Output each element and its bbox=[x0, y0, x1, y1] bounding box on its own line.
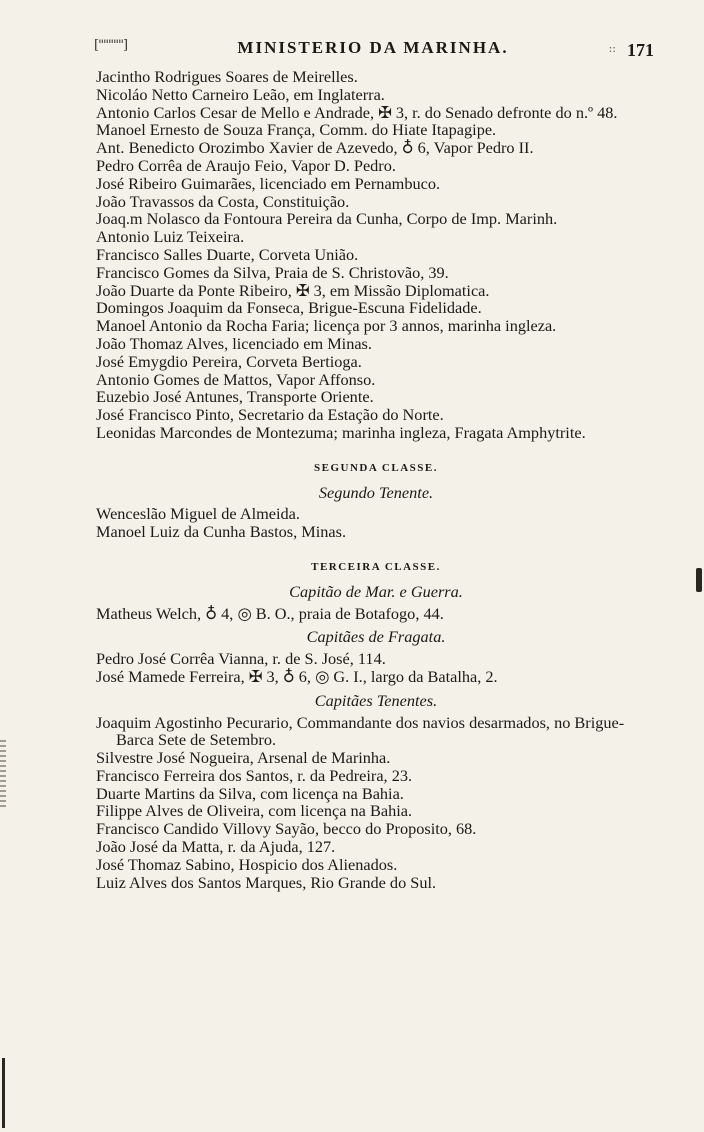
list-item: Manoel Ernesto de Souza França, Comm. do Hiate Itapagipe. bbox=[96, 120, 497, 140]
page-edge-shadow bbox=[0, 740, 6, 810]
list-item: Francisco Ferreira dos Santos, r. da Pedreira, 23. bbox=[96, 765, 413, 785]
list-item: Nicoláo Netto Carneiro Leão, em Inglaterra. bbox=[96, 84, 385, 104]
list-item: Francisco Gomes da Silva, Praia de S. Christovão, 39. bbox=[96, 262, 449, 282]
list-item: Filippe Alves de Oliveira, com licença na Bahia. bbox=[96, 801, 413, 821]
margin-mark bbox=[696, 568, 702, 592]
list-item: Matheus Welch, ♁ 4, ◎ B. O., praia de Botafogo, 44. bbox=[96, 603, 444, 623]
list-item: Duarte Martins da Silva, com licença na Bahia. bbox=[96, 783, 404, 803]
list-item: José Mamede Ferreira, ✠ 3, ♁ 6, ◎ G. I., largo da Batalha, 2. bbox=[96, 666, 498, 686]
list-item: Ant. Benedicto Orozimbo Xavier de Azevedo, ♁ 6, Vapor Pedro II. bbox=[96, 138, 534, 158]
list-item: João Duarte da Ponte Ribeiro, ✠ 3, em Missão Diplomatica. bbox=[96, 280, 490, 300]
list-item: Francisco Candido Villovy Sayão, becco do Proposito, 68. bbox=[96, 819, 477, 839]
list-item: Pedro José Corrêa Vianna, r. de S. José, 114. bbox=[96, 649, 386, 669]
page-content bbox=[96, 68, 656, 891]
corner-ornament: ["""""] bbox=[94, 38, 128, 53]
second-class-list bbox=[96, 505, 656, 541]
section-heading-terceira-classe: TERCEIRA CLASSE. bbox=[311, 560, 441, 573]
list-item: Wenceslão Miguel de Almeida. bbox=[96, 504, 300, 524]
page-number: 171 bbox=[627, 40, 654, 60]
list-item: João José da Matta, r. da Ajuda, 127. bbox=[96, 837, 336, 857]
third-class-list-frigate-captains bbox=[96, 650, 656, 686]
list-item: Jacintho Rodrigues Soares de Meirelles. bbox=[96, 67, 358, 86]
list-item: Pedro Corrêa de Araujo Feio, Vapor D. Pedro. bbox=[96, 155, 396, 175]
rank-heading: Capitão de Mar. e Guerra. bbox=[289, 581, 463, 601]
list-item: Silvestre José Nogueira, Arsenal de Marinha. bbox=[96, 748, 391, 768]
list-item: Antonio Luiz Teixeira. bbox=[96, 227, 245, 247]
rank-heading: Capitães de Fragata. bbox=[306, 627, 446, 647]
list-item: Domingos Joaquim da Fonseca, Brigue-Escuna Fidelidade. bbox=[96, 298, 482, 318]
list-item: Francisco Salles Duarte, Corveta União. bbox=[96, 244, 359, 264]
list-item: Euzebio José Antunes, Transporte Oriente. bbox=[96, 387, 374, 407]
list-item: Manoel Luiz da Cunha Bastos, Minas. bbox=[96, 522, 347, 542]
first-class-list bbox=[96, 68, 656, 442]
list-item: Manoel Antonio da Rocha Faria; licença por 3 annos, marinha ingleza. bbox=[96, 316, 557, 336]
rank-heading: Segundo Tenente. bbox=[318, 482, 434, 502]
page-header bbox=[92, 32, 654, 68]
list-item: Leonidas Marcondes de Montezuma; marinha ingleza, Fragata Amphytrite. bbox=[96, 422, 586, 442]
list-item: Joaq.m Nolasco da Fontoura Pereira da Cunha, Corpo de Imp. Marinh. bbox=[96, 209, 558, 229]
list-item: José Ribeiro Guimarães, licenciado em Pernambuco. bbox=[96, 173, 441, 193]
rank-heading: Capitães Tenentes. bbox=[314, 690, 438, 710]
third-class-list-lieutenant-captains bbox=[96, 714, 656, 892]
list-item: João Thomaz Alves, licenciado em Minas. bbox=[96, 333, 372, 353]
list-item: Luiz Alves dos Santos Marques, Rio Grande do Sul. bbox=[96, 872, 437, 892]
page-edge-line bbox=[2, 1058, 5, 1128]
list-item: Joaquim Agostinho Pecurario, Commandante dos navios desarmados, no Brigue-Barca Sete de Setembro. bbox=[96, 712, 625, 750]
list-item: José Thomaz Sabino, Hospicio dos Alienados. bbox=[96, 854, 398, 874]
section-heading-segunda-classe: SEGUNDA CLASSE. bbox=[314, 461, 438, 474]
list-item: João Travassos da Costa, Constituição. bbox=[96, 191, 350, 211]
list-item: Antonio Gomes de Mattos, Vapor Affonso. bbox=[96, 369, 376, 389]
list-item: José Emygdio Pereira, Corveta Bertioga. bbox=[96, 351, 362, 371]
third-class-list-captains bbox=[96, 605, 656, 623]
printer-mark: :: bbox=[608, 42, 616, 55]
list-item: Antonio Carlos Cesar de Mello e Andrade, ✠ 3, r. do Senado defronte do n.º 48. bbox=[96, 102, 618, 122]
list-item: José Francisco Pinto, Secretario da Estação do Norte. bbox=[96, 405, 444, 425]
running-head: MINISTERIO DA MARINHA. bbox=[237, 38, 509, 57]
